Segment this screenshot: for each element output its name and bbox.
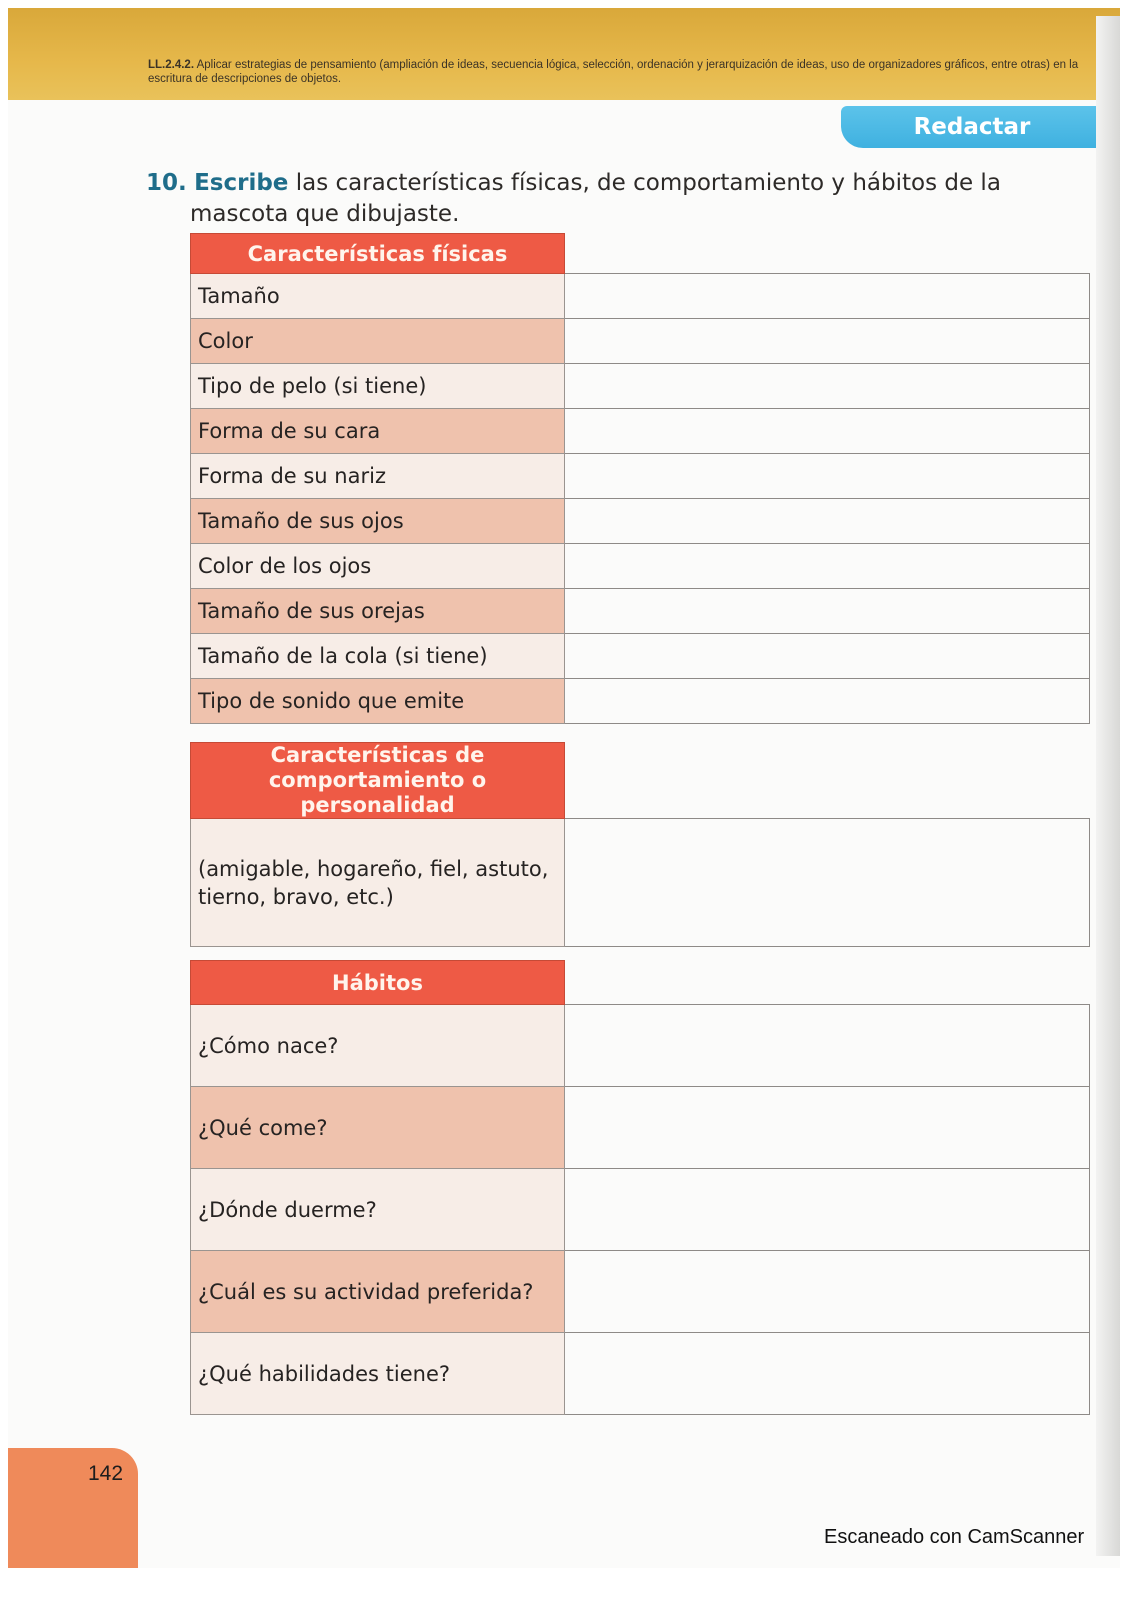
physical-row-label: Color	[191, 319, 565, 364]
skill-description	[148, 58, 1088, 86]
habits-answer-field[interactable]	[565, 1333, 1090, 1415]
physical-header-spacer	[565, 234, 1090, 274]
habits-answer-field[interactable]	[565, 1087, 1090, 1169]
physical-answer-field[interactable]	[565, 499, 1090, 544]
behavior-table	[190, 742, 1090, 947]
habits-row-label: ¿Qué habilidades tiene?	[191, 1333, 565, 1415]
habits-header: Hábitos	[191, 961, 565, 1005]
textbook-page	[8, 8, 1120, 1568]
page-number: 142	[88, 1462, 124, 1485]
physical-header: Características físicas	[191, 234, 565, 274]
instruction-line1: las características físicas, de comportamiento y hábitos de la	[295, 170, 1001, 196]
physical-answer-field[interactable]	[565, 319, 1090, 364]
habits-row-label: ¿Cómo nace?	[191, 1005, 565, 1087]
physical-row-label: Forma de su cara	[191, 409, 565, 454]
instruction-line2: mascota que dibujaste.	[190, 201, 460, 227]
physical-answer-field[interactable]	[565, 454, 1090, 499]
habits-table	[190, 960, 1090, 1415]
skill-code: LL.2.4.2.	[148, 59, 195, 71]
physical-row-label: Tipo de pelo (si tiene)	[191, 364, 565, 409]
page-number-tab	[8, 1448, 138, 1568]
skill-text: Aplicar estrategias de pensamiento (ampliación de ideas, secuencia lógica, selección, ordenación y jerarquización de ideas, uso de organizadores gráficos, entre otras) en la escritura de descripciones de objetos.	[148, 59, 1079, 85]
physical-row-label: Tamaño de sus ojos	[191, 499, 565, 544]
habits-answer-field[interactable]	[565, 1169, 1090, 1251]
physical-answer-field[interactable]	[565, 409, 1090, 454]
behavior-header-line2: comportamiento o personalidad	[268, 768, 487, 817]
behavior-hint: (amigable, hogareño, fiel, astuto, tierno, bravo, etc.)	[191, 819, 565, 947]
section-tag: Redactar	[841, 106, 1103, 148]
physical-answer-field[interactable]	[565, 364, 1090, 409]
physical-row-label: Tamaño	[191, 274, 565, 319]
physical-answer-field[interactable]	[565, 589, 1090, 634]
top-band	[8, 8, 1120, 100]
physical-row-label: Tamaño de la cola (si tiene)	[191, 634, 565, 679]
exercise-instruction	[146, 168, 1046, 230]
physical-row-label: Forma de su nariz	[191, 454, 565, 499]
behavior-header	[191, 743, 565, 819]
habits-row-label: ¿Qué come?	[191, 1087, 565, 1169]
habits-answer-field[interactable]	[565, 1251, 1090, 1333]
physical-answer-field[interactable]	[565, 634, 1090, 679]
behavior-answer-field[interactable]	[565, 819, 1090, 947]
physical-row-label: Color de los ojos	[191, 544, 565, 589]
habits-row-label: ¿Dónde duerme?	[191, 1169, 565, 1251]
physical-answer-field[interactable]	[565, 679, 1090, 724]
habits-answer-field[interactable]	[565, 1005, 1090, 1087]
habits-row-label: ¿Cuál es su actividad preferida?	[191, 1251, 565, 1333]
behavior-header-line1: Características de	[270, 743, 485, 767]
physical-answer-field[interactable]	[565, 274, 1090, 319]
physical-answer-field[interactable]	[565, 544, 1090, 589]
page-edge-shadow	[1096, 16, 1120, 1556]
instruction-verb: Escribe	[194, 170, 289, 196]
scanner-watermark: Escaneado con CamScanner	[824, 1526, 1085, 1548]
physical-row-label: Tipo de sonido que emite	[191, 679, 565, 724]
exercise-number: 10.	[146, 170, 187, 196]
physical-table	[190, 233, 1090, 724]
behavior-header-spacer	[565, 743, 1090, 819]
habits-header-spacer	[565, 961, 1090, 1005]
physical-row-label: Tamaño de sus orejas	[191, 589, 565, 634]
